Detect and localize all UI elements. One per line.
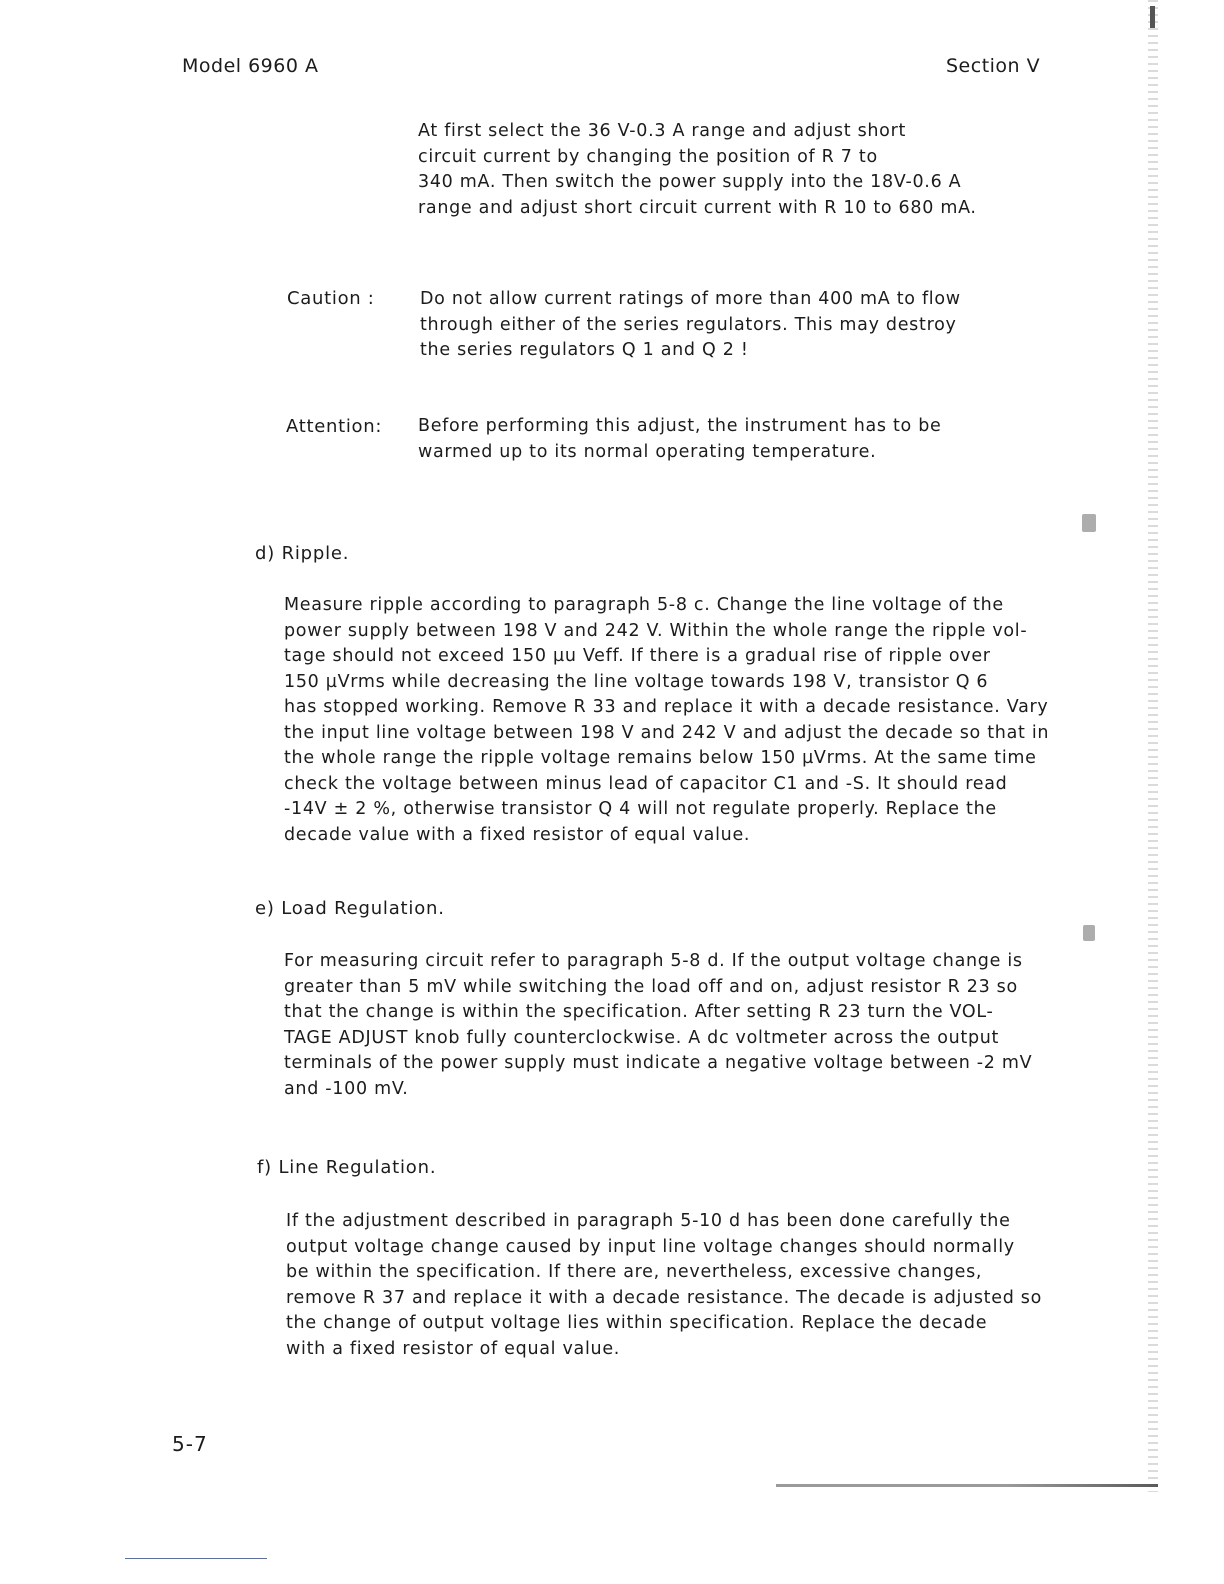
attention-text: Before performing this adjust, the instrument has to be warmed up to its normal operating temperature.	[418, 416, 942, 462]
caution-label: Caution :	[287, 288, 375, 309]
ripple-text: Measure ripple according to paragraph 5-8 c. Change the line voltage of the power supply between 198 V and 242 V. Within the whole range the ripple vol- tage should not exceed 150 µu Veff. If there is a gradual rise of ripple over 150 µVrms while decreasing the line voltage towards 198 V, transistor Q 6 has stopped working. Remove R 33 and replace it with a decade resistance. Vary the input line voltage between 198 V and 242 V and adjust the decade so that in the whole range the ripple voltage remains below 150 µVrms. At the same time check the voltage between minus lead of capacitor C1 and -S. It should read -14V ± 2 %, otherwise transistor Q 4 will not regulate properly. Replace the decade value with a fixed resistor of equal value.	[284, 595, 1050, 845]
page-number: 5-7	[172, 1432, 208, 1456]
ripple-heading: d) Ripple.	[255, 543, 350, 564]
attention-label: Attention:	[286, 416, 383, 437]
scan-speck	[1083, 925, 1095, 941]
line-regulation-heading: f) Line Regulation.	[257, 1157, 437, 1178]
intro-paragraph: At first select the 36 V-0.3 A range and adjust short circuit current by changing the position of R 7 to 340 mA. Then switch the power supply into the 18V-0.6 A range and adjust short circuit current with R 10 to 680 mA.	[418, 121, 977, 218]
scan-edge-artifact	[1148, 0, 1158, 1492]
line-regulation-text: If the adjustment described in paragraph 5-10 d has been done carefully the output voltage change caused by input line voltage changes should normally be within the specification. If there are, nevertheless, excessive changes, remove R 37 and replace it with a decade resistance. The decade is adjusted so the change of output voltage lies within specification. Replace the decade with a fixed resistor of equal value.	[286, 1211, 1043, 1359]
load-regulation-heading: e) Load Regulation.	[255, 898, 445, 919]
load-regulation-text: For measuring circuit refer to paragraph 5-8 d. If the output voltage change is greater than 5 mV while switching the load off and on, adjust resistor R 23 so that the change is within the specification. After setting R 23 turn the VOL- TAGE ADJUST knob fully counterclockwise. A dc voltmeter across the output terminals of the power supply must indicate a negative voltage between -2 mV and -100 mV.	[284, 951, 1033, 1099]
scan-speck	[1082, 514, 1096, 532]
caution-text: Do not allow current ratings of more than 400 mA to flow through either of the series regulators. This may destroy the series regulators Q 1 and Q 2 !	[420, 289, 961, 360]
scan-underline	[125, 1558, 267, 1559]
header-section: Section V	[946, 55, 1041, 77]
scan-edge-mark	[1150, 6, 1155, 28]
scan-bottom-rule	[776, 1484, 1158, 1487]
header-model: Model 6960 A	[182, 55, 319, 77]
